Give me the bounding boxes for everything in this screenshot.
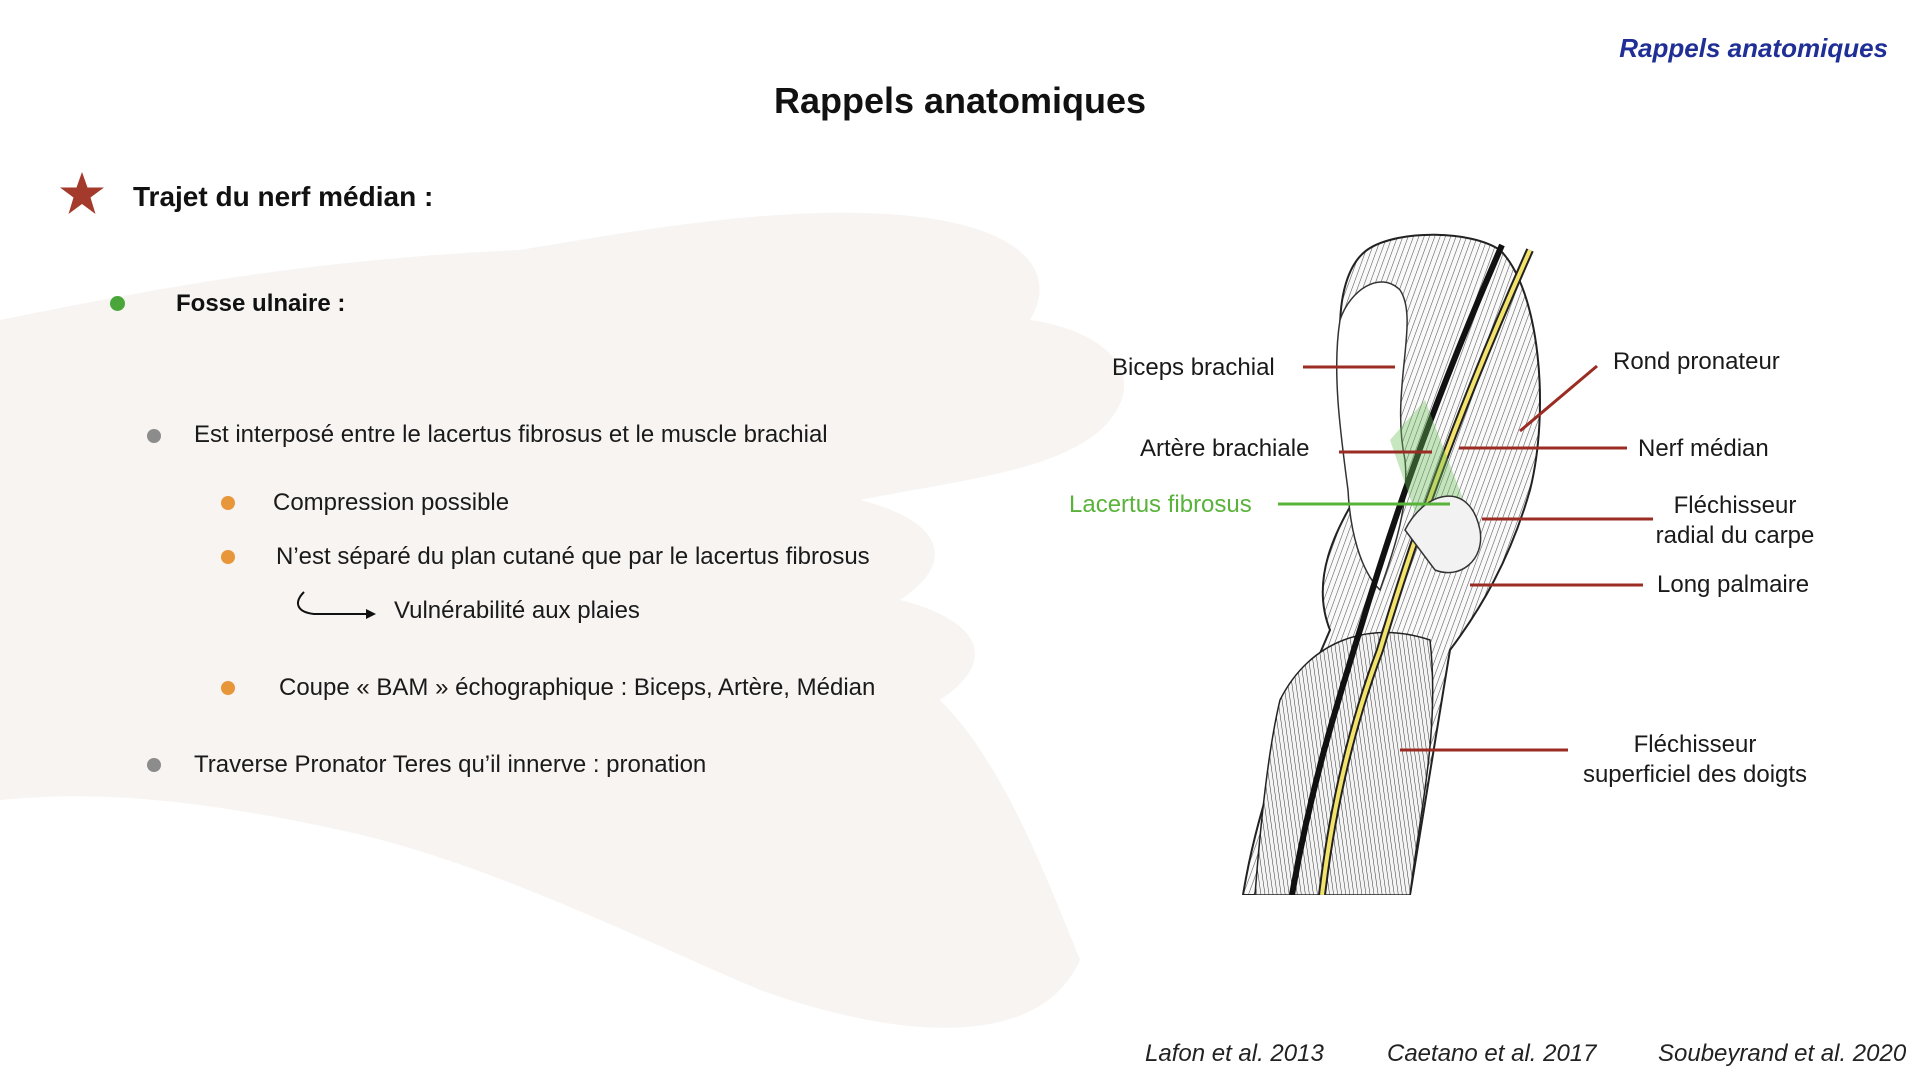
label-rond-pronateur: Rond pronateur (1613, 348, 1780, 375)
arrow-note-text: Vulnérabilité aux plaies (394, 597, 640, 624)
reference: Lafon et al. 2013 (1145, 1040, 1324, 1067)
label-line: radial du carpe (1655, 522, 1815, 549)
label-line: superficiel des doigts (1582, 761, 1808, 788)
subsection-heading: Fosse ulnaire : (176, 290, 346, 317)
label-biceps: Biceps brachial (1112, 354, 1275, 381)
label-flechisseur-superficiel (1560, 730, 1830, 790)
label-line: Fléchisseur (1633, 731, 1757, 758)
label-lacertus: Lacertus fibrosus (1069, 491, 1252, 518)
label-flechisseur-radial (1635, 491, 1835, 551)
reference: Soubeyrand et al. 2020 (1658, 1040, 1907, 1067)
label-nerf-median: Nerf médian (1638, 435, 1769, 462)
section-tag: Rappels anatomiques (1619, 33, 1888, 63)
sub-bullet-text: N’est séparé du plan cutané que par le lacertus fibrosus (276, 543, 870, 570)
page-title: Rappels anatomiques (773, 80, 1147, 121)
sub-bullet-text: Compression possible (273, 489, 510, 516)
bullet-text: Est interposé entre le lacertus fibrosus et le muscle brachial (194, 421, 828, 448)
label-line: Fléchisseur (1673, 492, 1797, 519)
label-artere: Artère brachiale (1140, 435, 1310, 462)
section-heading: Trajet du nerf médian : (133, 181, 434, 212)
label-long-palmaire: Long palmaire (1657, 571, 1810, 598)
sub-bullet-text: Coupe « BAM » échographique : Biceps, Artère, Médian (279, 674, 876, 701)
reference: Caetano et al. 2017 (1387, 1040, 1597, 1067)
bullet-text: Traverse Pronator Teres qu’il innerve : pronation (194, 751, 707, 778)
